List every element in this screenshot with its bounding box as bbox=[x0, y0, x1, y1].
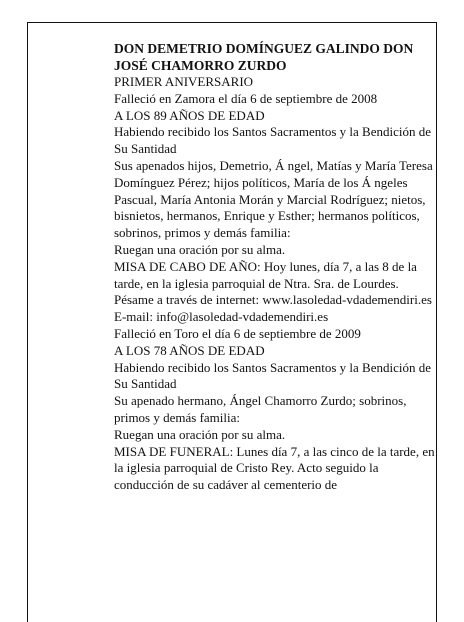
age-1: A LOS 89 AÑOS DE EDAD bbox=[114, 107, 265, 123]
prayer-request-1: Ruegan una oración por su alma. bbox=[114, 241, 286, 257]
death-notice-2: Falleció en Toro el día 6 de septiembre de 2009 bbox=[114, 325, 361, 341]
anniversary-label: PRIMER ANIVERSARIO bbox=[114, 74, 254, 89]
mass-announcement-2: MISA DE FUNERAL: Lunes día 7, a las cinco de la tarde, en la iglesia parroquial de Cristo Rey. Acto seguido la conducción de su cadáver al cementerio de bbox=[114, 443, 435, 493]
obituary-title: DON DEMETRIO DOMÍNGUEZ GALINDO DON JOSÉ CHAMORRO ZURDO bbox=[114, 41, 414, 73]
sacraments-1: Habiendo recibido los Santos Sacramentos y la Bendición de Su Santidad bbox=[114, 124, 431, 157]
prayer-request-2: Ruegan una oración por su alma. bbox=[114, 426, 286, 442]
age-2: A LOS 78 AÑOS DE EDAD bbox=[114, 342, 265, 358]
obituary-text bbox=[114, 40, 436, 494]
sacraments-2: Habiendo recibido los Santos Sacramentos y la Bendición de Su Santidad bbox=[114, 359, 431, 392]
family-2: Su apenado hermano, Ángel Chamorro Zurdo; sobrinos, primos y demás familia: bbox=[114, 393, 407, 425]
mass-announcement-1: MISA DE CABO DE AÑO: Hoy lunes, día 7, a las 8 de la tarde, en la iglesia parroquial de Ntra. Sra. de Lourdes. bbox=[114, 258, 417, 291]
condolences-web: Pésame a través de internet: www.lasoledad-vdademendiri.es bbox=[114, 292, 432, 308]
family-1: Sus apenados hijos, Demetrio, Á ngel, Matías y María Teresa Domínguez Pérez; hijos políticos, María de los Á ngeles Pascual, María Antonia Morán y Marcial Rodríguez; nietos, bisnietos, hermanos, Enrique y Esther; hermanos políticos, sobrinos, primos y demás familia: bbox=[114, 157, 433, 241]
condolences-email: E-mail: info@lasoledad-vdademendiri.es bbox=[114, 309, 329, 325]
death-notice-1: Falleció en Zamora el día 6 de septiembre de 2008 bbox=[114, 90, 378, 106]
